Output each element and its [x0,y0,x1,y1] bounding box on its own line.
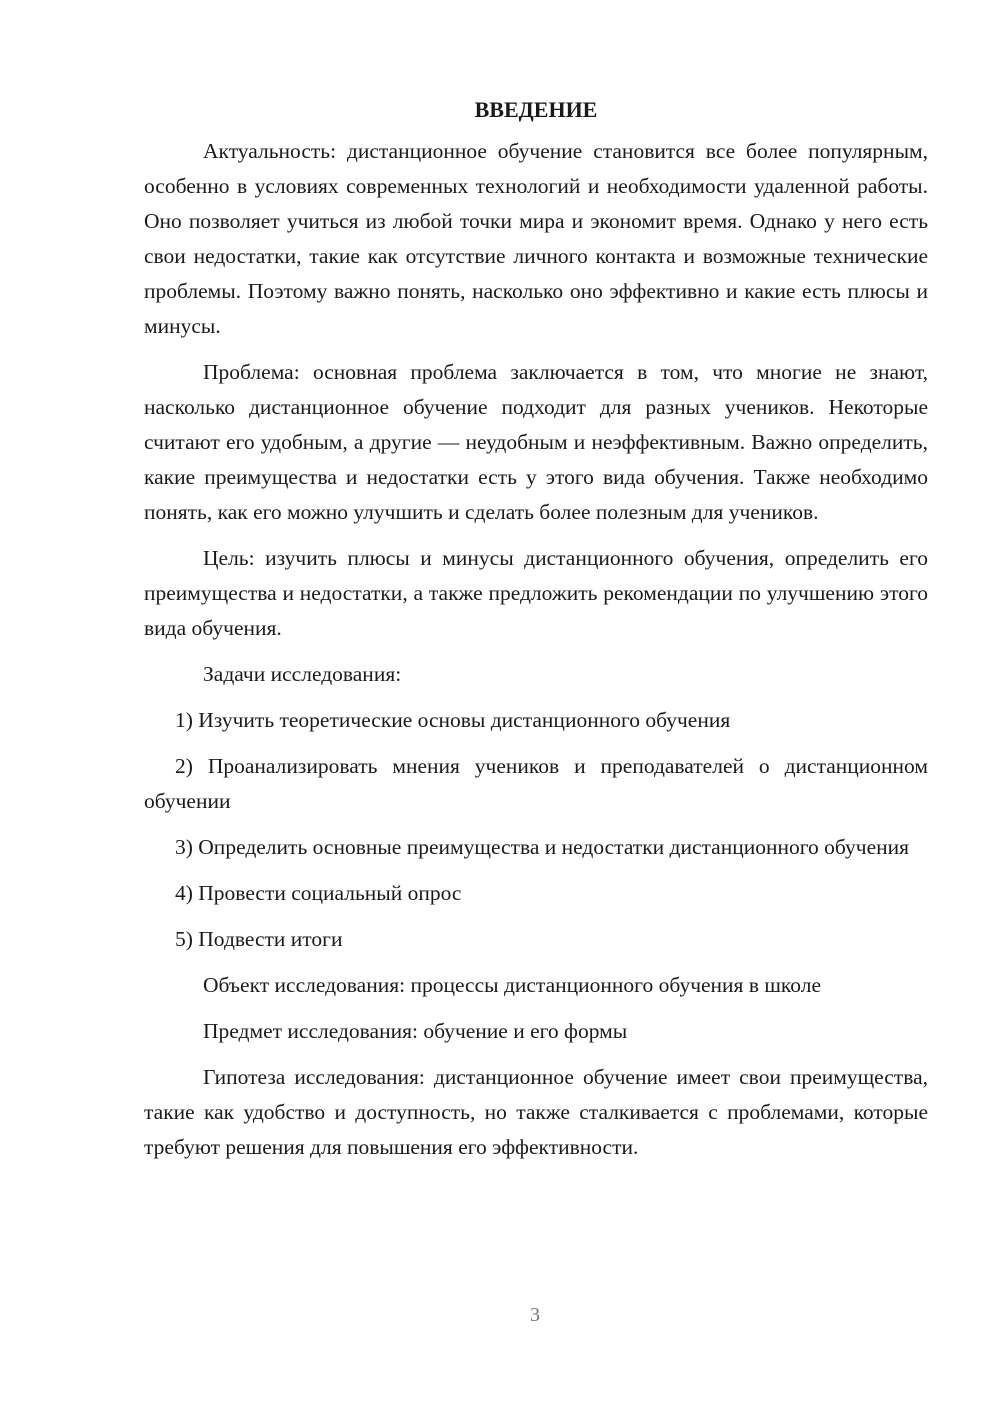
task-item-4: 4) Провести социальный опрос [175,881,462,905]
paragraph-problem: Проблема: основная проблема заключается в том, что многие не знают, насколько дистанционное обучение подходит для разных учеников. Некоторые считают его удобным, а другие — неудобным и неэффективным. Важно определить, какие преимущества и недостатки есть у этого вида обучения. Также необходимо понять, как его можно улучшить и сделать более полезным для учеников. [144,360,928,524]
paragraph-hypothesis: Гипотеза исследования: дистанционное обучение имеет свои преимущества, такие как удобство и доступность, но также сталкивается с проблемами, которые требуют решения для повышения его эффективности. [144,1065,928,1159]
task-item-3: 3) Определить основные преимущества и недостатки дистанционного обучения [175,835,910,859]
paragraph-goal: Цель: изучить плюсы и минусы дистанционного обучения, определить его преимущества и недостатки, а также предложить рекомендации по улучшению этого вида обучения. [144,546,928,640]
paragraph-tasks-heading: Задачи исследования: [203,662,402,686]
paragraph-object: Объект исследования: процессы дистанционного обучения в школе [203,973,821,997]
task-item-2: 2) Проанализировать мнения учеников и преподавателей о дистанционном обучении [144,754,928,813]
page-number: 3 [530,1304,540,1326]
task-item-5: 5) Подвести итоги [175,927,343,951]
task-item-1: 1) Изучить теоретические основы дистанционного обучения [175,708,731,732]
paragraph-relevance: Актуальность: дистанционное обучение становится все более популярным, особенно в условиях современных технологий и необходимости удаленной работы. Оно позволяет учиться из любой точки мира и экономит время. Однако у него есть свои недостатки, такие как отсутствие личного контакта и возможные технические проблемы. Поэтому важно понять, насколько оно эффективно и какие есть плюсы и минусы. [144,139,928,338]
section-title: ВВЕДЕНИЕ [474,97,598,122]
paragraph-subject: Предмет исследования: обучение и его формы [203,1019,628,1043]
document-page [144,94,928,1176]
